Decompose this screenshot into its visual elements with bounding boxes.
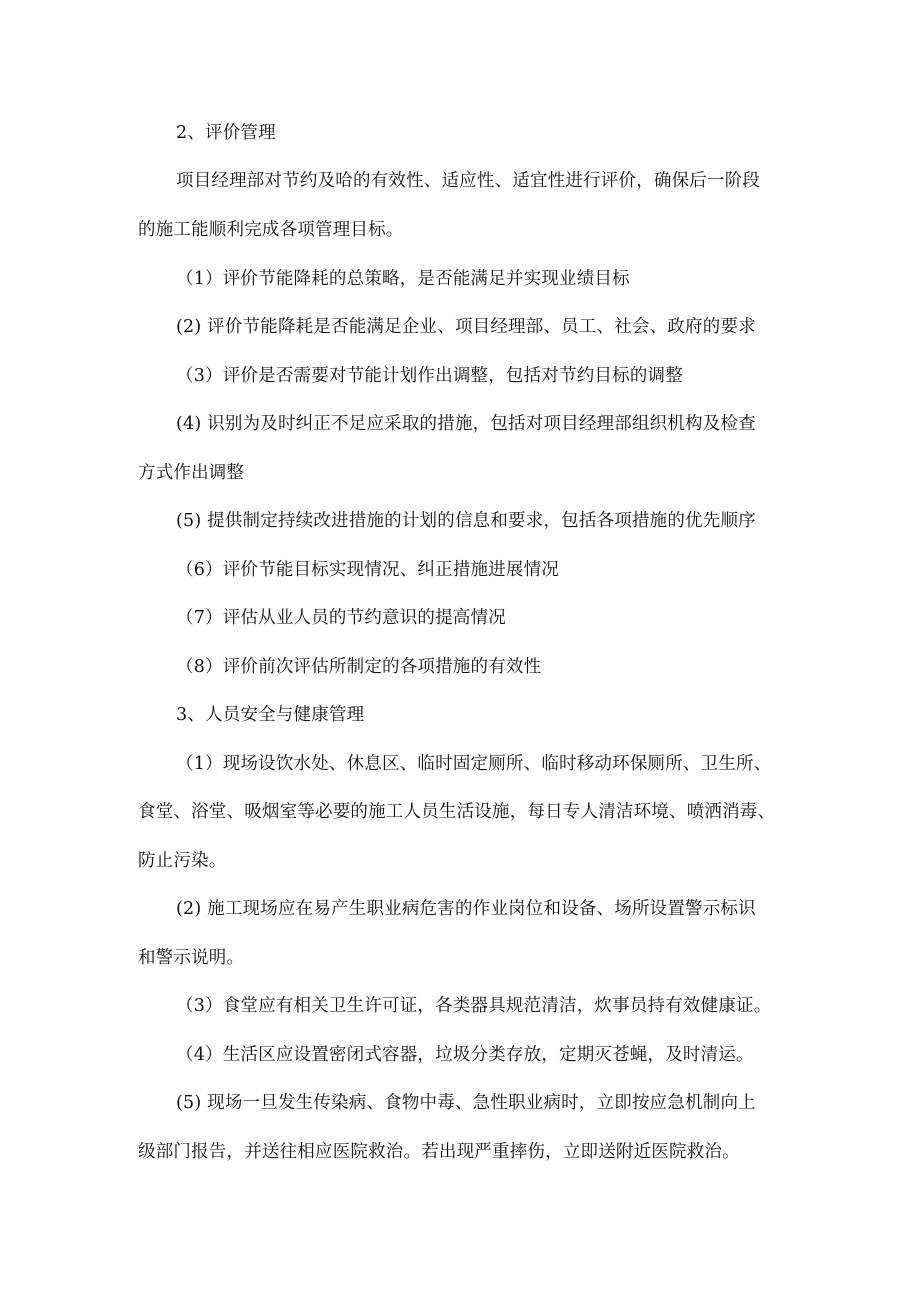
list-item-5: (5) 现场一旦发生传染病、食物中毒、急性职业病时，立即按应急机制向上 [176,1093,756,1113]
list-item-4: (4) 识别为及时纠正不足应采取的措施，包括对项目经理部组织机构及检查 [176,414,756,434]
list-item-7: （7）评估从业人员的节约意识的提高情况 [176,608,506,628]
list-item-5: (5) 提供制定持续改进措施的计划的信息和要求，包括各项措施的优先顺序 [176,511,756,531]
list-item-1: （1）现场设饮水处、休息区、临时固定厕所、临时移动环保厕所、卫生所、 [176,754,772,774]
list-item-1-continued: 防止污染。 [138,851,227,871]
list-item-2: (2) 评价节能降耗是否能满足企业、项目经理部、员工、社会、政府的要求 [176,317,756,337]
list-item-2: (2) 施工现场应在易产生职业病危害的作业岗位和设备、场所设置警示标识 [176,899,756,919]
section-heading-safety-health: 3、人员安全与健康管理 [176,705,365,725]
list-item-1-continued: 食堂、浴堂、吸烟室等必要的施工人员生活设施，每日专人清洁环境、喷洒消毒、 [138,802,776,822]
list-item-6: （6）评价节能目标实现情况、纠正措施进展情况 [176,560,560,580]
list-item-5-continued: 级部门报告，并送往相应医院救治。若出现严重摔伤，立即送附近医院救治。 [138,1142,740,1162]
paragraph-line: 项目经理部对节约及哈的有效性、适应性、适宜性进行评价，确保后一阶段 [176,171,761,191]
paragraph-line: 的施工能顺利完成各项管理目标。 [138,220,404,240]
list-item-3: （3）食堂应有相关卫生许可证，各类器具规范清洁，炊事员持有效健康证。 [176,996,772,1016]
list-item-4: （4）生活区应设置密闭式容器，垃圾分类存放，定期灭苍蝇，及时清运。 [176,1045,754,1065]
list-item-2-continued: 和警示说明。 [138,948,245,968]
list-item-3: （3）评价是否需要对节能计划作出调整，包括对节约目标的调整 [176,366,683,386]
list-item-1: （1）评价节能降耗的总策略，是否能满足并实现业绩目标 [176,269,630,289]
list-item-8: （8）评价前次评估所制定的各项措施的有效性 [176,657,542,677]
list-item-4-continued: 方式作出调整 [138,463,245,483]
section-heading-evaluation: 2、评价管理 [176,123,276,143]
